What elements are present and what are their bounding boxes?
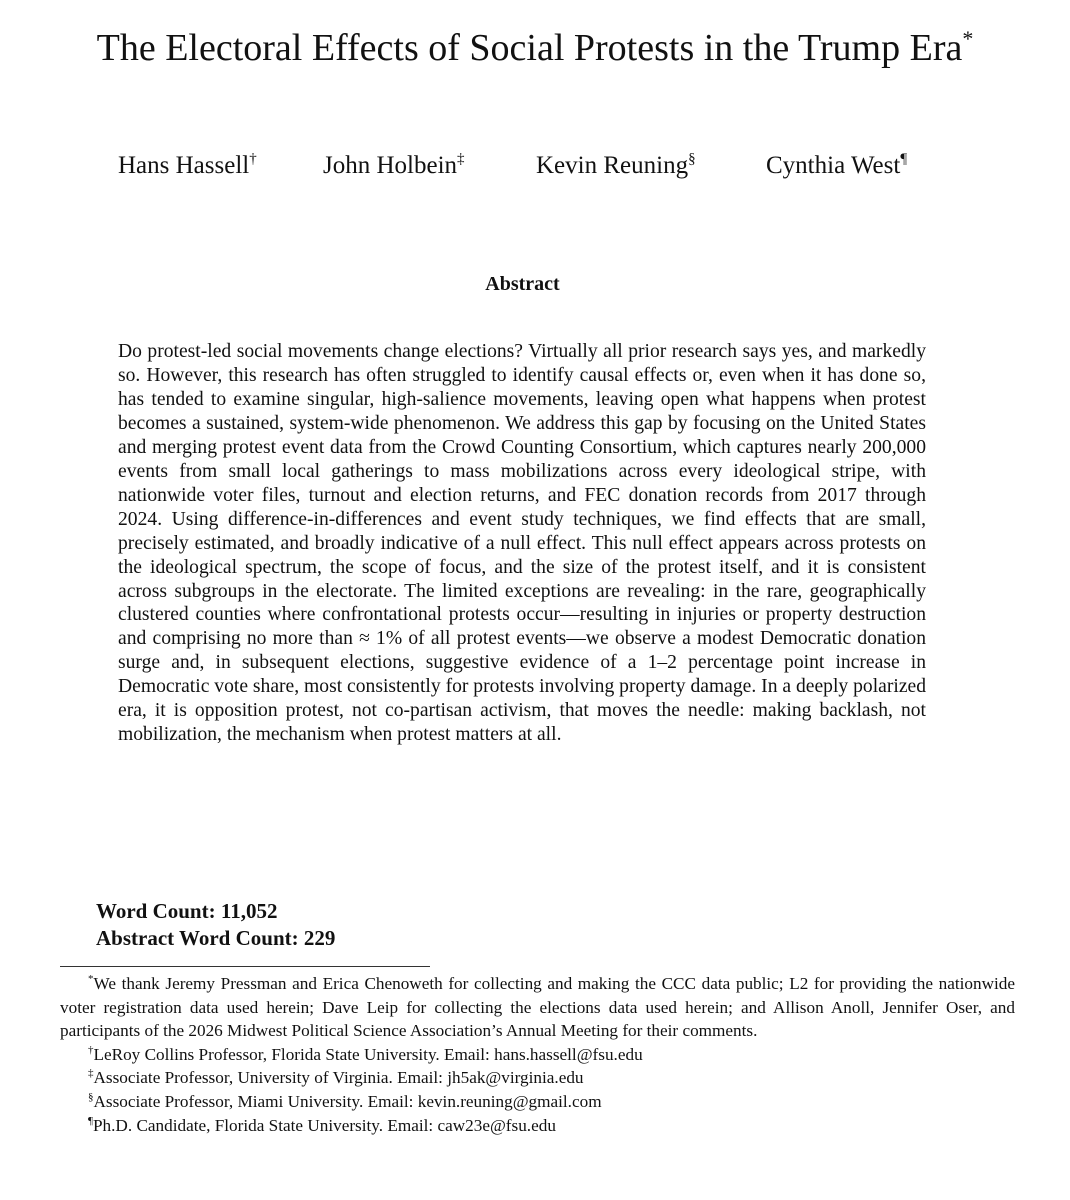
title-footnote-mark: * [962,26,974,51]
abstract-word-count: Abstract Word Count: 229 [96,926,336,950]
author-footnote-mark: ¶ [900,151,908,167]
footnote-text: We thank Jeremy Pressman and Erica Chenoweth for collecting and making the CCC data public; L2 for providing the nationwide voter registration data used herein; Dave Leip for collecting the elections data used herein; and Allison Anoll, Jennifer Oser, and participants of the 2026 Midwest Political Science Association’s Annual Meeting for their comments. [60,974,1015,1041]
footnote-mark: * [88,973,94,985]
author-name: John Holbein [323,152,458,179]
author-list [118,148,998,184]
author-hassell [118,148,257,184]
footnote-reuning [60,1090,1015,1114]
word-counts [96,898,335,952]
abstract-body: Do protest-led social movements change elections? Virtually all prior research says yes, and markedly so. However, this research has often struggled to identify causal effects or, even when it has done so, has tended to examine singular, high-salience movements, leaving open what happens when protest becomes a sustained, system-wide phenomenon. We address this gap by focusing on the United States and merging protest event data from the Crowd Counting Consortium, which captures nearly 200,000 events from small local gatherings to mass mobilizations across every ideological stripe, with nationwide voter files, turnout and election returns, and FEC donation records from 2017 through 2024. Using difference-in-differences and event study techniques, we find effects that are small, precisely estimated, and broadly indicative of a null effect. This null effect appears across protests on the ideological spectrum, the scope of focus, and the size of the protest itself, and it is consistent across subgroups in the electorate. The limited exceptions are revealing: in the rare, geographically clustered counties where confrontational protests occur—resulting in injuries or property destruction and comprising no more than ≈ 1% of all protest events—we observe a modest Democratic donation surge and, in subsequent elections, suggestive evidence of a 1–2 percentage point increase in Democratic vote share, most consistently for protests involving property damage. In a deeply polarized era, it is opposition protest, not co-partisan activism, that moves the needle: making backlash, not mobilization, the mechanism when protest matters at all. [118,341,927,746]
author-footnote-mark: † [249,151,257,167]
author-name: Cynthia West [766,152,901,179]
paper-title [40,22,1030,74]
author-footnote-mark: ‡ [457,151,465,167]
footnote-text: Ph.D. Candidate, Florida State University. Email: caw23e@fsu.edu [92,1115,556,1135]
paper-title-text: The Electoral Effects of Social Protests in the Trump Era [96,27,963,69]
footnote-west [60,1114,1015,1138]
word-count: Word Count: 11,052 [96,899,278,923]
footnote-text: Associate Professor, Miami University. Email: kevin.reuning@gmail.com [93,1091,602,1111]
author-name: Kevin Reuning [536,152,689,179]
footnote-mark: § [88,1090,94,1103]
footnote-text: LeRoy Collins Professor, Florida State University. Email: hans.hassell@fsu.edu [93,1044,643,1064]
author-footnote-mark: § [688,151,696,167]
footnote-hassell [60,1043,1015,1067]
author-west [766,148,907,184]
footnote-mark: ¶ [88,1114,93,1127]
footnotes [60,972,1015,1137]
footnote-acknowledgments [60,972,1015,1043]
footnote-divider [60,966,430,967]
footnote-holbein [60,1066,1015,1090]
footnote-text: Associate Professor, University of Virginia. Email: jh5ak@virginia.edu [93,1068,584,1088]
footnote-mark: † [88,1043,94,1056]
author-name: Hans Hassell [118,152,250,179]
abstract-heading: Abstract [485,273,560,295]
author-holbein [323,148,465,184]
author-reuning [536,148,696,184]
footnote-mark: ‡ [88,1067,94,1080]
